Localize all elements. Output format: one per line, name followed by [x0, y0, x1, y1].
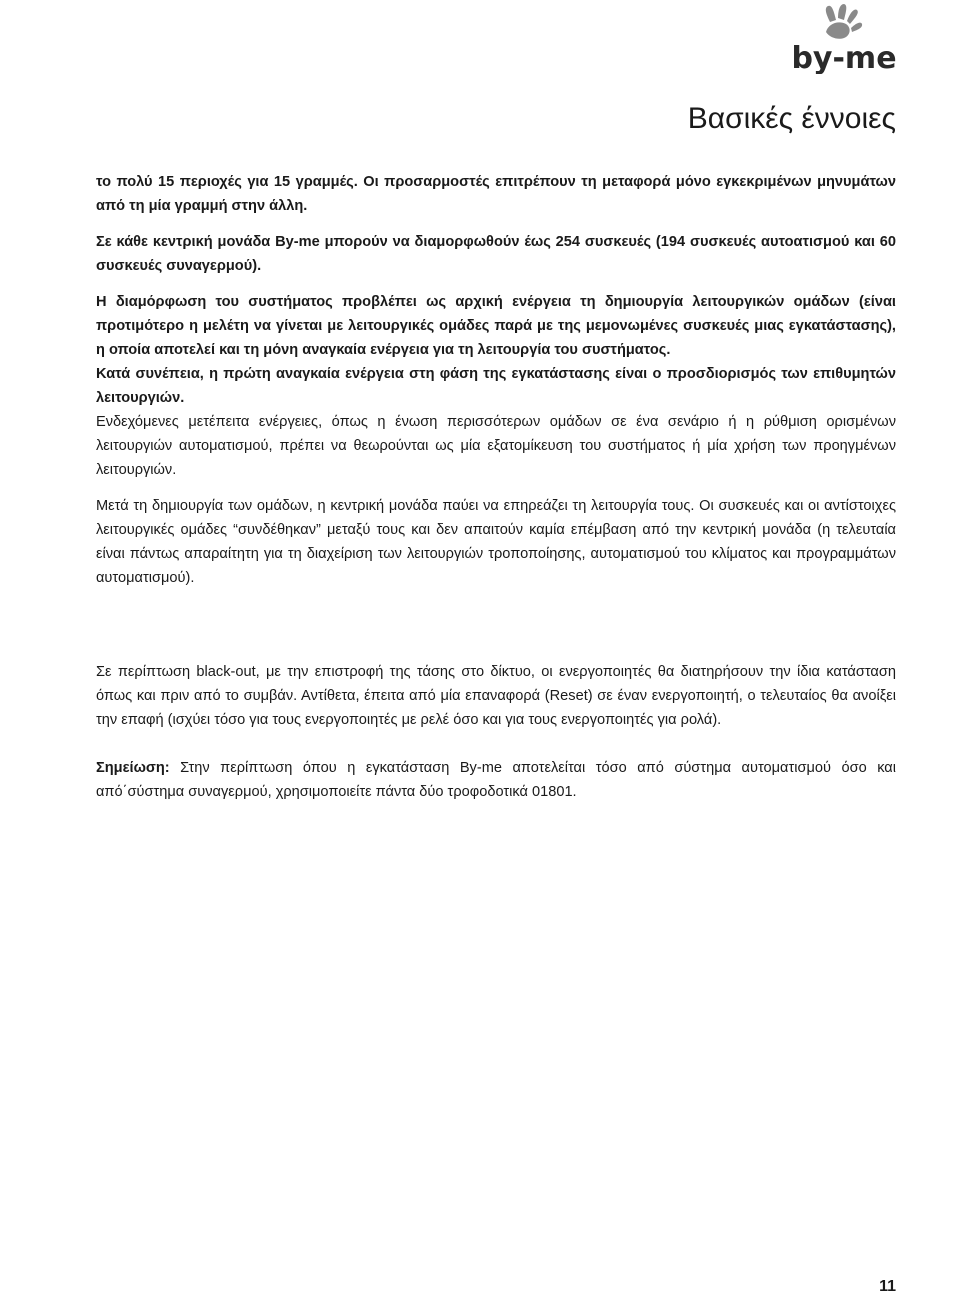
note-text: Στην περίπτωση όπου η εγκατάσταση By-me αποτελείται τόσο από σύστημα αυτοματισμού όσο και από΄σύστημα συναγερμού, χρησιμοποιείτε πάντα δύο τροφοδοτικά 01801.	[96, 760, 896, 800]
paragraph-3: Η διαμόρφωση του συστήματος προβλέπει ως αρχική ενέργεια τη δημιουργία λειτουργικών ομάδων (είναι προτιμότερο η μελέτη να γίνεται με λειτουργικές ομάδες παρά με της μεμονωμένες συσκευές μιας εγκατάστασης), η οποία αποτελεί και τη μόνη αναγκαία ενέργεια για τη λειτουργία του συστήματος.	[96, 294, 896, 358]
paragraph-1: το πολύ 15 περιοχές για 15 γραμμές. Οι προσαρμοστές επιτρέπουν τη μεταφορά μόνο εγκεκριμένων μηνυμάτων από τη μία γραμμή στην άλλη.	[96, 174, 896, 214]
paragraph-4: Κατά συνέπεια, η πρώτη αναγκαία ενέργεια στη φάση της εγκατάστασης είναι ο προσδιορισμός των επιθυμητών λειτουργιών.	[96, 366, 896, 406]
paragraph-5: Ενδεχόμενες μετέπειτα ενέργειες, όπως η ένωση περισσότερων ομάδων σε ένα σενάριο ή η ρύθμιση ορισμένων λειτουργιών αυτοματισμού, πρέπει να θεωρούνται ως μία εξατομίκευση του συστήματος ή μία χρήση των προηγμένων λειτουργιών.	[96, 414, 896, 478]
svg-text:by-me: by-me	[791, 41, 897, 74]
page-title: Βασικές έννοιες	[687, 102, 896, 135]
note-label: Σημείωση:	[96, 760, 170, 776]
logo-wordmark	[786, 40, 902, 74]
paragraph-2: Σε κάθε κεντρική μονάδα By-me μπορούν να διαμορφωθούν έως 254 συσκευές (194 συσκευές αυτοατισμού και 60 συσκευές συναγερμού).	[96, 234, 896, 274]
by-me-logo	[786, 2, 902, 76]
page-number: 11	[879, 1278, 896, 1295]
paragraph-6: Μετά τη δημιουργία των ομάδων, η κεντρική μονάδα παύει να επηρεάζει τη λειτουργία τους. Οι συσκευές και οι αντίστοιχες λειτουργικές ομάδες “συνδέθηκαν” μεταξύ τους και δεν απαιτούν καμία επέμβαση από την κεντρική μονάδα (η τελευταία είναι πάντως απαραίτητη για τη διαχείριση των λειτουργιών τροποποίησης, αυτοματισμού του κλίματος και προγραμμάτων αυτοματισμού).	[96, 498, 896, 586]
document-body	[96, 170, 896, 804]
paragraph-7: Σε περίπτωση black-out, με την επιστροφή της τάσης στο δίκτυο, οι ενεργοποιητές θα διατηρήσουν την ίδια κατάσταση όπως και πριν από το συμβάν. Αντίθετα, έπειτα από μία επαναφορά (Reset) σε έναν ενεργοποιητή, ο τελευταίος θα ανοίξει την επαφή (ισχύει τόσο για τους ενεργοποιητές με ρελέ όσο και για τους ενεργοποιητές για ρολά).	[96, 664, 896, 728]
note-paragraph	[96, 756, 896, 804]
